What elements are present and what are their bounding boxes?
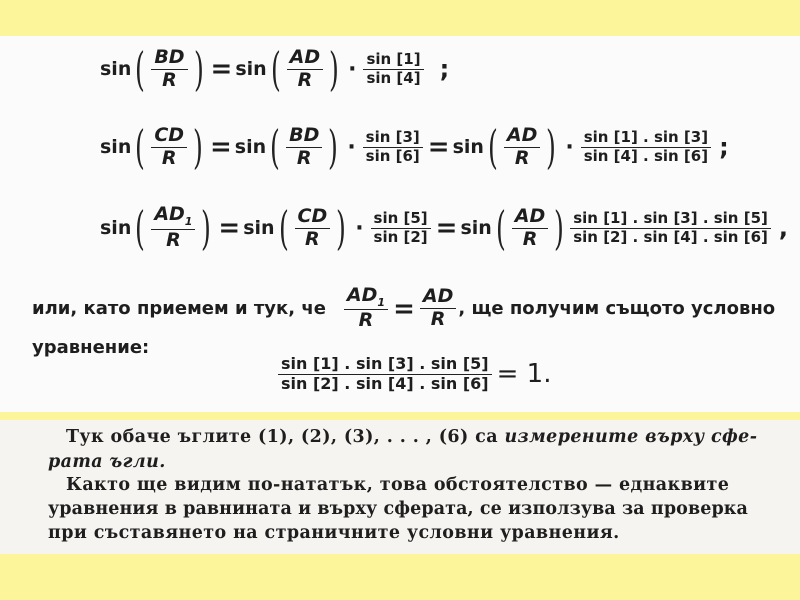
final-equation: $\frac{\sin [1] . \sin [3] . \sin [5]}{\sin [2] . \sin [4] . \sin [6]}$ = 1. bbox=[276, 356, 554, 393]
equation-1: sin ( $\frac{BD}{R}$ ) = sin ( $\frac{AD}{R}$ ) · $\frac{\sin [1]}{\sin [4]}$ ; bbox=[100, 42, 450, 96]
fraction-ad-r: $\frac{AD}{R}$ bbox=[287, 48, 323, 91]
fraction-sin1-sin4: $\frac{\sin [1]}{\sin [4]}$ bbox=[363, 52, 423, 87]
equation-3: sin ( $\frac{AD_1}{R}$ ) = sin ( $\frac{CD}{R}$ ) · $\frac{\sin [5]}{\sin [2]}$ = sin ( $\frac{AD}{R}$ ) $\frac{\sin [1] . \sin [3] . \sin [5]}{\sin [2] . \sin [4] . \sin [6]}$ , bbox=[100, 201, 788, 255]
sin-label: sin bbox=[100, 58, 132, 80]
text-line-2: уравнение: bbox=[32, 337, 150, 358]
fraction-bd-r: $\frac{BD}{R}$ bbox=[151, 48, 187, 91]
paragraph-note: Тук обаче ъглите (1), (2), (3), . . . , (6) са измерените върху сфе- рата ъгли. Както ще видим по-нататък, това обстоятелство — еднаквите уравнения в равнината и върху сферата, се използува за проверка при съставянето на страничните условни уравнения. bbox=[48, 427, 758, 543]
equation-2: sin ( $\frac{CD}{R}$ ) = sin ( $\frac{BD}{R}$ ) · $\frac{\sin [3]}{\sin [6]}$ = sin ( $\frac{AD}{R}$ ) · $\frac{\sin [1] . \sin [3]}{\sin [4] . \sin [6]}$ ; bbox=[100, 120, 729, 174]
condition-line: или, като приемем и тук, че $\frac{AD_1}{R}$ = $\frac{AD}{R}$ , ще получим същото условно bbox=[32, 284, 776, 332]
